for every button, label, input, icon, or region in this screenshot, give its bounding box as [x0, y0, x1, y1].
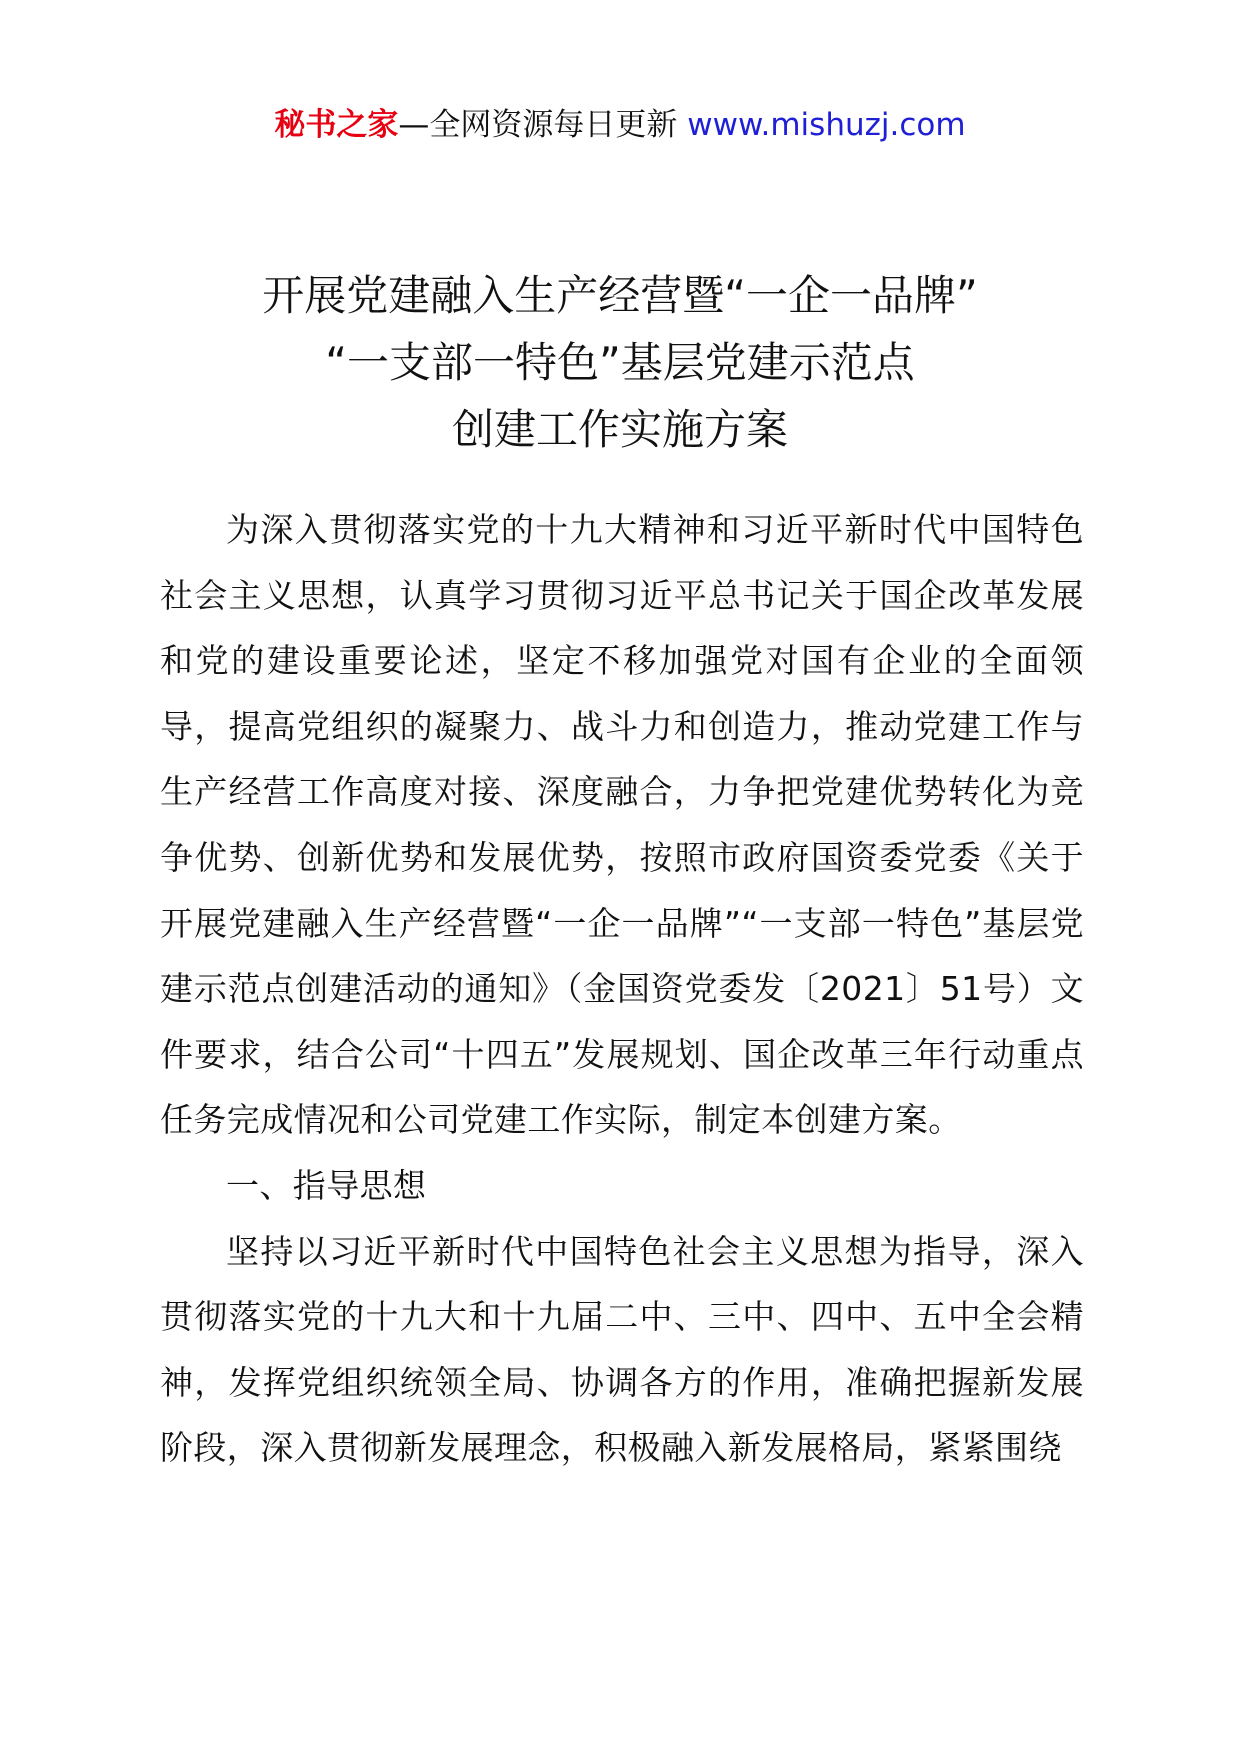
brand-name: 秘书之家 — [274, 107, 399, 143]
title-line-3: 创建工作实施方案 — [451, 405, 788, 454]
section-paragraph-guiding-ideology: 坚持以习近平新时代中国特色社会主义思想为指导，深入贯彻落实党的十九大和十九届二中、三中、四中、五中全会精神，发挥党组织统领全局、协调各方的作用，准确把握新发展阶段，深入贯彻新发展理念，积极融入新发展格局，紧紧围绕 — [160, 1231, 1084, 1468]
title-line-1: 开展党建融入生产经营暨“一企一品牌” — [262, 271, 978, 320]
title-line-2: “一支部一特色”基层党建示范点 — [325, 338, 915, 387]
document-body — [160, 497, 1084, 1481]
section-heading-guiding-ideology: 一、指导思想 — [226, 1165, 427, 1205]
site-url-link[interactable]: www.mishuzj.com — [687, 107, 966, 143]
site-header — [0, 100, 1240, 150]
document-title — [0, 262, 1240, 463]
intro-paragraph: 为深入贯彻落实党的十九大精神和习近平新时代中国特色社会主义思想，认真学习贯彻习近平总书记关于国企改革发展和党的建设重要论述，坚定不移加强党对国有企业的全面领导，提高党组织的凝聚力、战斗力和创造力，推动党建工作与生产经营工作高度对接、深度融合，力争把党建优势转化为竞争优势、创新优势和发展优势，按照市政府国资委党委《关于开展党建融入生产经营暨“一企一品牌”“一支部一特色”基层党建示范点创建活动的通知》（金国资党委发〔2021〕51号）文件要求，结合公司“十四五”发展规划、国企改革三年行动重点任务完成情况和公司党建工作实际，制定本创建方案。 — [160, 510, 1084, 1140]
header-slogan: —全网资源每日更新 — [398, 107, 688, 143]
